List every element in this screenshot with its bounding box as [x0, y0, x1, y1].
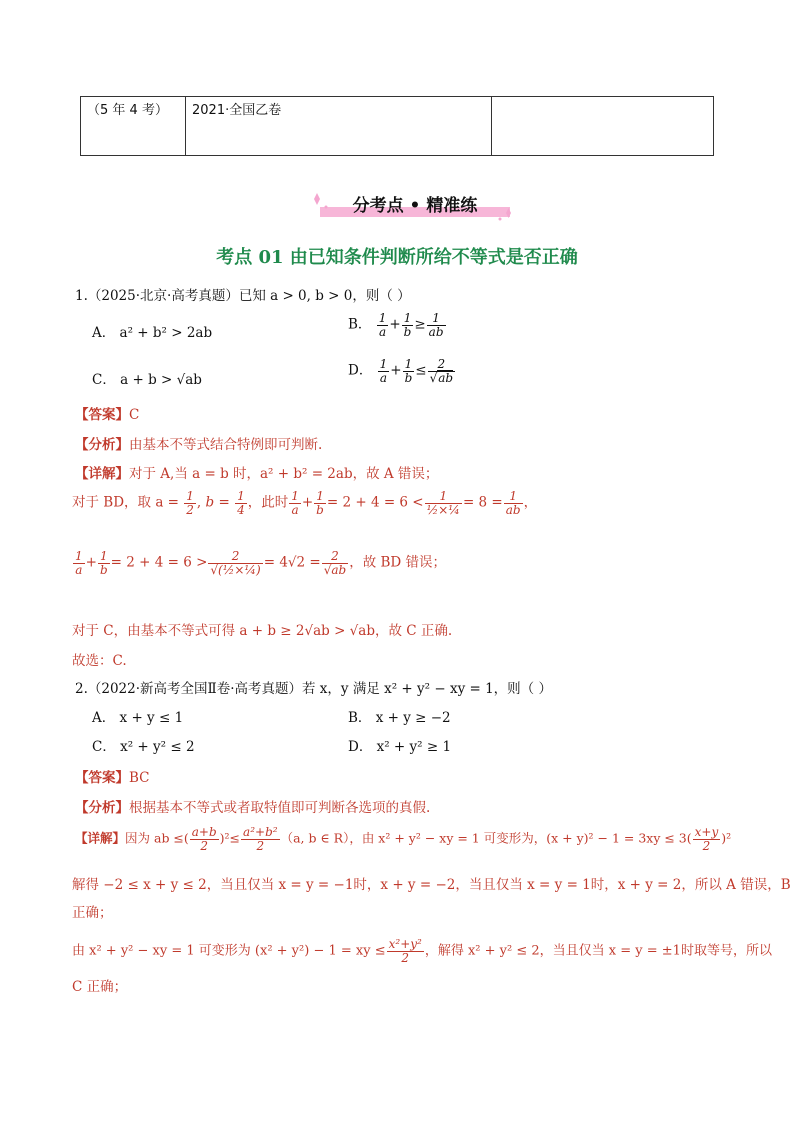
- fraction: $\frac{1}{4}$: [237, 489, 245, 517]
- fraction: $\frac{1}{a}$: [75, 549, 83, 577]
- fraction: $\frac{1}{b}$: [404, 357, 413, 385]
- table-row: [81, 97, 714, 156]
- detail-text: = 2 + 4 = 6 >: [110, 554, 208, 571]
- detail-text: 对于 A,当 a = b 时，a² + b² = 2ab，故 A 错误；: [129, 466, 439, 482]
- q2-stem: 2.（2022·新高考全国Ⅱ卷·高考真题）若 x，y 满足 x² + y² − xy = 1，则（ ）: [75, 681, 552, 697]
- q1-detail-1: [75, 462, 438, 482]
- q2-option-a: A． x + y ≤ 1: [92, 710, 184, 726]
- q1-option-d: D． $\frac{1}{a}$ + $\frac{1}{b}$ ≤ $\frac{2}{√ab}$: [348, 357, 454, 385]
- q1-detail-2: 对于 BD，取 a = $\frac{1}{2}$ , b = $\frac{1}{4}$ ，此时 $\frac{1}{a}$ + $\frac{1}{b}$ = 2 + 4 = 6 < $\frac{1}{\text{½×¼}}$ = 8 = $\frac{1}{ab}$ ，: [72, 489, 538, 517]
- analysis-text: 根据基本不等式或者取特值即可判断各选项的真假.: [129, 800, 431, 816]
- q1-conclusion: 故选：C.: [72, 653, 127, 669]
- analysis-label: 【分析】: [75, 800, 129, 816]
- option-label: B．: [348, 316, 372, 333]
- detail-text: ，此时: [247, 494, 289, 511]
- fraction: $\frac{2}{\text{√(½×¼)}}$: [210, 549, 261, 577]
- fraction: $\frac{2}{√ab}$: [323, 549, 347, 577]
- fraction: $\frac{1}{a}$: [378, 311, 387, 339]
- detail-text: = 8 =: [462, 494, 503, 511]
- answer-value: BC: [129, 770, 150, 786]
- banner-text: 分考点 • 精准练: [352, 196, 478, 216]
- q1-option-c: C． a + b > √ab: [92, 372, 202, 388]
- answer-label: 【答案】: [75, 770, 129, 786]
- detail-label: 【详解】: [75, 466, 129, 482]
- q2-detail-3: 正确；: [72, 905, 113, 921]
- answer-value: C: [129, 407, 140, 423]
- fraction: $\frac{1}{a}$: [291, 489, 299, 517]
- q2-detail-2: 解得 −2 ≤ x + y ≤ 2，当且仅当 x = y = −1时，x + y = −2，当且仅当 x = y = 1时，x + y = 2，所以 A 错误，B: [72, 877, 791, 893]
- detail-text: 对于 BD，取 a =: [72, 494, 184, 511]
- detail-text: （a, b ∈ R），由 x² + y² − xy = 1 可变形为，(x + y)² − 1 = 3xy ≤ 3: [280, 830, 687, 846]
- detail-text: = 4√2 =: [263, 554, 321, 571]
- detail-text: = 2 + 4 = 6 <: [326, 494, 424, 511]
- q1-option-b: B． $\frac{1}{a}$ + $\frac{1}{b}$ ≥ $\frac{1}{ab}$: [348, 311, 444, 339]
- fraction: $\frac{2}{√ab}$: [429, 357, 454, 385]
- q1-stem: 1.（2025·北京·高考真题）已知 a > 0, b > 0，则（ ）: [75, 288, 411, 304]
- fraction: $\frac{1}{a}$: [379, 357, 388, 385]
- q2-detail-4: [72, 938, 772, 964]
- q1-detail-3: $\frac{1}{a}$ + $\frac{1}{b}$ = 2 + 4 = 6 > $\frac{2}{\text{√(½×¼)}}$ = 4√2 = $\frac{2}{√ab}$ ，故 BD 错误；: [75, 549, 447, 577]
- fraction: $\frac{1}{ab}$: [428, 311, 444, 339]
- section-banner: [310, 187, 520, 223]
- q1-analysis: [75, 433, 322, 453]
- answer-label: 【答案】: [75, 407, 129, 423]
- analysis-text: 由基本不等式结合特例即可判断.: [129, 437, 323, 453]
- q1-detail-4: 对于 C，由基本不等式可得 a + b ≥ 2√ab > √ab，故 C 正确.: [72, 623, 453, 639]
- table-cell: 2021·全国乙卷: [186, 97, 492, 156]
- fraction: $\frac{x+y}{2}$: [694, 825, 719, 853]
- table-cell: [492, 97, 714, 156]
- q1-answer: [75, 403, 139, 423]
- option-label: D．: [348, 362, 373, 379]
- detail-text: 因为 ab ≤: [125, 830, 184, 846]
- detail-text: ，解得 x² + y² ≤ 2，当且仅当 x = y = ±1时取等号，所以: [424, 943, 772, 959]
- q2-answer: [75, 766, 150, 786]
- fraction: $\frac{a+b}{2}$: [191, 825, 217, 853]
- fraction: $\frac{1}{b}$: [403, 311, 412, 339]
- analysis-label: 【分析】: [75, 437, 129, 453]
- fraction: $\frac{1}{\text{½×¼}}$: [426, 489, 460, 517]
- table-cell: （5 年 4 考）: [81, 97, 186, 156]
- detail-label: 【详解】: [75, 830, 126, 846]
- q2-analysis: [75, 796, 430, 816]
- q2-option-d: D． x² + y² ≥ 1: [348, 739, 452, 755]
- fraction: $\frac{\text{a²+b²}}{2}$: [243, 825, 278, 853]
- fraction: $\frac{1}{ab}$: [505, 489, 521, 517]
- top-table: [80, 96, 714, 156]
- detail-text: ，故 BD 错误；: [349, 554, 447, 571]
- fraction: $\frac{1}{b}$: [316, 489, 324, 517]
- section-title: 考点 01 由已知条件判断所给不等式是否正确: [216, 247, 578, 268]
- q2-detail-5: C 正确；: [72, 979, 128, 995]
- fraction: $\frac{\text{x²+y²}}{2}$: [388, 937, 422, 965]
- q2-option-b: B． x + y ≥ −2: [348, 710, 451, 726]
- fraction: $\frac{1}{b}$: [99, 549, 108, 577]
- fraction: $\frac{1}{2}$: [186, 489, 194, 517]
- q2-detail-1: 【详解】因为 ab ≤( $\frac{a+b}{2}$ )²≤ $\frac{\text{a²+b²}}{2}$ （a, b ∈ R），由 x² + y² − xy = 1 可变形为，(x + y)² − 1 = 3xy ≤ 3( $\frac{x+y}{2}$ )²: [75, 825, 732, 853]
- q1-option-a: A． a² + b² > 2ab: [92, 325, 213, 341]
- q2-option-c: C． x² + y² ≤ 2: [92, 739, 195, 755]
- detail-text: 由 x² + y² − xy = 1 可变形为 (x² + y²) − 1 = xy ≤: [72, 943, 386, 959]
